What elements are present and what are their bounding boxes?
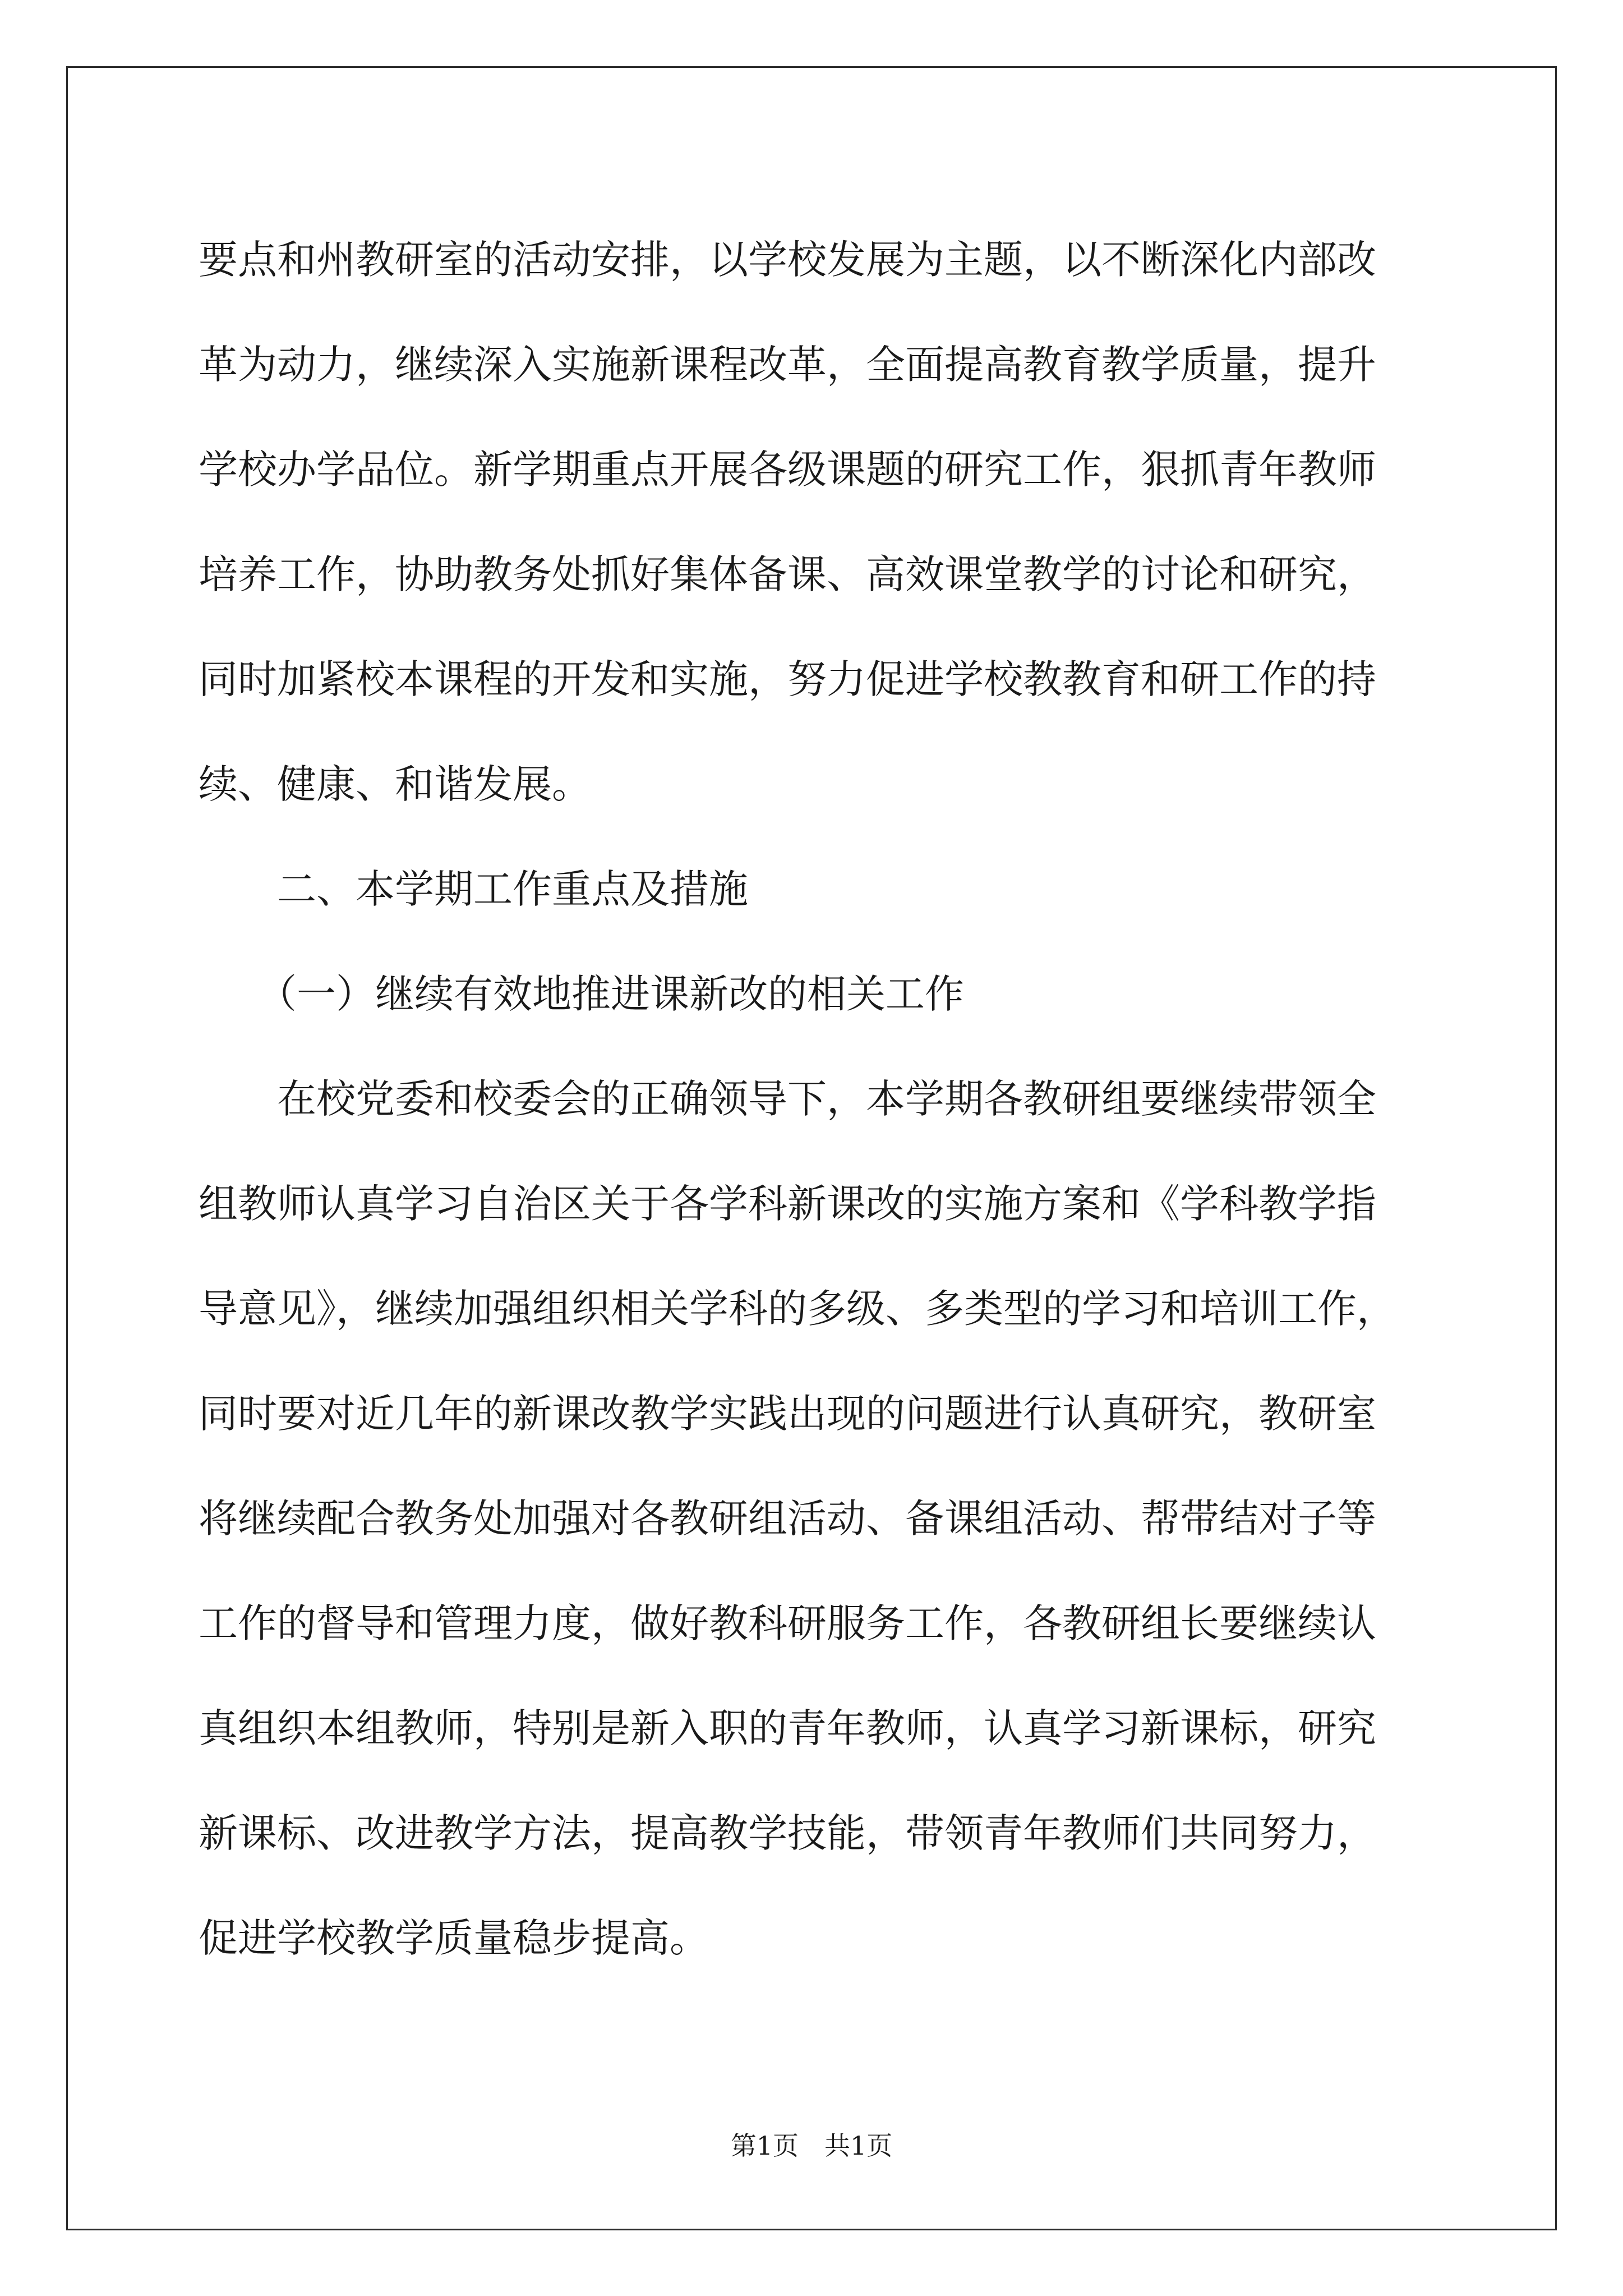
paragraph-line: 革为动力，继续深入实施新课程改革，全面提高教育教学质量，提升: [199, 342, 1376, 388]
paragraph-line: 导意见》，继续加强组织相关学科的多级、多类型的学习和培训工作，: [199, 1286, 1396, 1332]
paragraph-line: 同时要对近几年的新课改教学实践出现的问题进行认真研究，教研室: [199, 1391, 1376, 1437]
paragraph-line: 组教师认真学习自治区关于各学科新课改的实施方案和《学科教学指: [199, 1181, 1376, 1227]
document-body: [199, 208, 1455, 1991]
page-number: 第1页: [730, 2131, 799, 2161]
page-footer: [0, 2129, 1623, 2162]
paragraph-line: 续、健康、和谐发展。: [199, 761, 591, 807]
paragraph-line: 新课标、改进教学方法，提高教学技能，带领青年教师们共同努力，: [199, 1810, 1376, 1856]
paragraph-line: 要点和州教研室的活动安排，以学校发展为主题，以不断深化内部改: [199, 237, 1376, 283]
paragraph-line: 同时加紧校本课程的开发和实施，努力促进学校教教育和研工作的持: [199, 656, 1376, 702]
subsection-heading: （一）继续有效地推进课新改的相关工作: [257, 971, 964, 1017]
paragraph-line: 将继续配合教务处加强对各教研组活动、备课组活动、帮带结对子等: [199, 1496, 1376, 1542]
paragraph-line: 学校办学品位。新学期重点开展各级课题的研究工作，狠抓青年教师: [199, 447, 1376, 493]
paragraph-line: 在校党委和校委会的正确领导下，本学期各教研组要继续带领全: [277, 1076, 1376, 1122]
paragraph-line: 真组织本组教师，特别是新入职的青年教师，认真学习新课标，研究: [199, 1705, 1376, 1751]
paragraph-line: 工作的督导和管理力度，做好教科研服务工作，各教研组长要继续认: [199, 1600, 1376, 1646]
paragraph-line: 培养工作，协助教务处抓好集体备课、高效课堂教学的讨论和研究，: [199, 551, 1376, 597]
page-total: 共1页: [824, 2131, 893, 2161]
section-heading: 二、本学期工作重点及措施: [277, 866, 748, 912]
paragraph-line: 促进学校教学质量稳步提高。: [199, 1915, 709, 1961]
